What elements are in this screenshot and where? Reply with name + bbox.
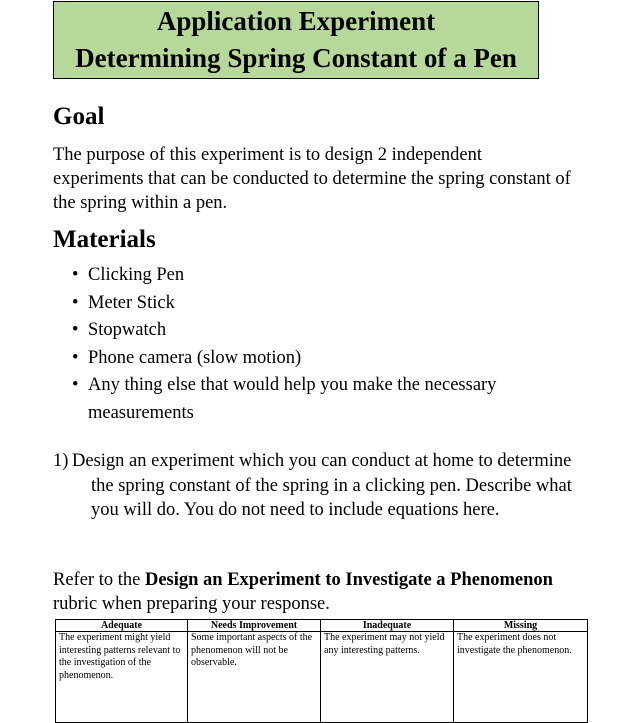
bullet-icon: • — [72, 265, 79, 285]
rubric-reference-name: Design an Experiment to Investigate a Phenomenon — [144, 570, 553, 590]
question-text: Design an experiment which you can conduct at home to determine the spring constant of the spring in a clicking pen. Describe what you will do. You do not need to include equations here. — [72, 451, 572, 520]
rubric-cell-missing: The experiment does not investigate the phenomenon. — [454, 632, 588, 723]
rubric-reference-prefix: Refer to the — [53, 570, 145, 590]
rubric-cell-adequate: The experiment might yield interesting patterns relevant to the investigation of the phenomenon. — [56, 632, 188, 723]
rubric-cell-needs-improvement: Some important aspects of the phenomenon will not be observable. — [188, 632, 321, 723]
title-line-2: Determining Spring Constant of a Pen — [75, 43, 517, 73]
bullet-icon: • — [72, 375, 79, 395]
materials-item — [72, 345, 572, 373]
rubric-table — [55, 619, 588, 723]
rubric-header-row — [56, 620, 588, 632]
materials-item — [72, 290, 572, 318]
rubric-header-needs-improvement: Needs Improvement — [188, 620, 321, 632]
goal-text: The purpose of this experiment is to design 2 independent experiments that can be conducted to determine the spring constant of the spring within a pen. — [53, 145, 571, 213]
materials-heading: Materials — [53, 226, 156, 253]
materials-item — [72, 372, 572, 427]
materials-item — [72, 317, 572, 345]
title-box — [53, 1, 539, 79]
title-line-1: Application Experiment — [156, 6, 436, 36]
rubric-reference — [53, 568, 573, 616]
materials-item-label: Stopwatch — [88, 320, 167, 340]
rubric-cell-inadequate: The experiment may not yield any interesting patterns. — [321, 632, 454, 723]
question-number: 1) — [53, 451, 69, 471]
bullet-icon: • — [72, 347, 79, 368]
materials-item-label: Meter Stick — [88, 292, 175, 313]
materials-item-label: Any thing else that would help you make the necessary measurements — [88, 375, 497, 423]
materials-item — [72, 262, 572, 290]
bullet-icon: • — [72, 320, 79, 340]
rubric-header-missing: Missing — [454, 620, 588, 632]
materials-item-label: Phone camera (slow motion) — [88, 347, 302, 368]
materials-list — [72, 262, 572, 427]
materials-item-label: Clicking Pen — [88, 265, 185, 285]
rubric-reference-suffix: rubric when preparing your response. — [53, 594, 330, 614]
rubric-header-adequate: Adequate — [56, 620, 188, 632]
question-1 — [53, 449, 583, 523]
rubric-row — [56, 632, 588, 723]
rubric-header-inadequate: Inadequate — [321, 620, 454, 632]
bullet-icon: • — [72, 292, 79, 313]
goal-heading: Goal — [53, 103, 105, 130]
